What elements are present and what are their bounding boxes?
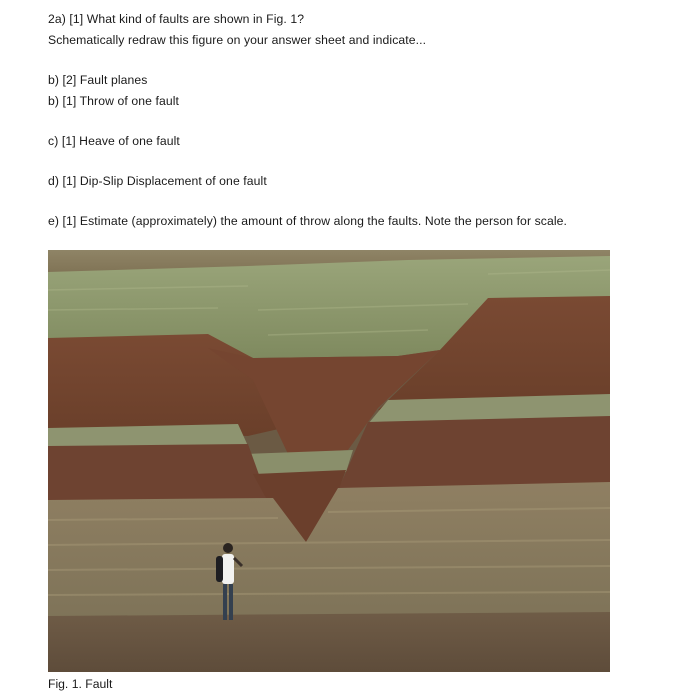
question-b-fault-planes: b) [2] Fault planes [48,73,148,87]
question-2a: 2a) [1] What kind of faults are shown in Fig. 1? [48,12,305,26]
red-band-lower-right [338,416,610,490]
figure-caption: Fig. 1. Fault [48,677,113,691]
fault-photograph [48,250,610,672]
lower-sandy-beds [48,482,610,624]
question-e-estimate: e) [1] Estimate (approximately) the amount of throw along the faults. Note the person for scale. [48,214,568,228]
question-d-dip-slip: d) [1] Dip-Slip Displacement of one fault [48,174,267,188]
ground [48,612,610,672]
red-band-lower-left [48,444,268,502]
question-c-heave: c) [1] Heave of one fault [48,134,180,148]
question-b-throw: b) [1] Throw of one fault [48,94,179,108]
instruction-text: Schematically redraw this figure on your answer sheet and indicate... [48,33,427,47]
